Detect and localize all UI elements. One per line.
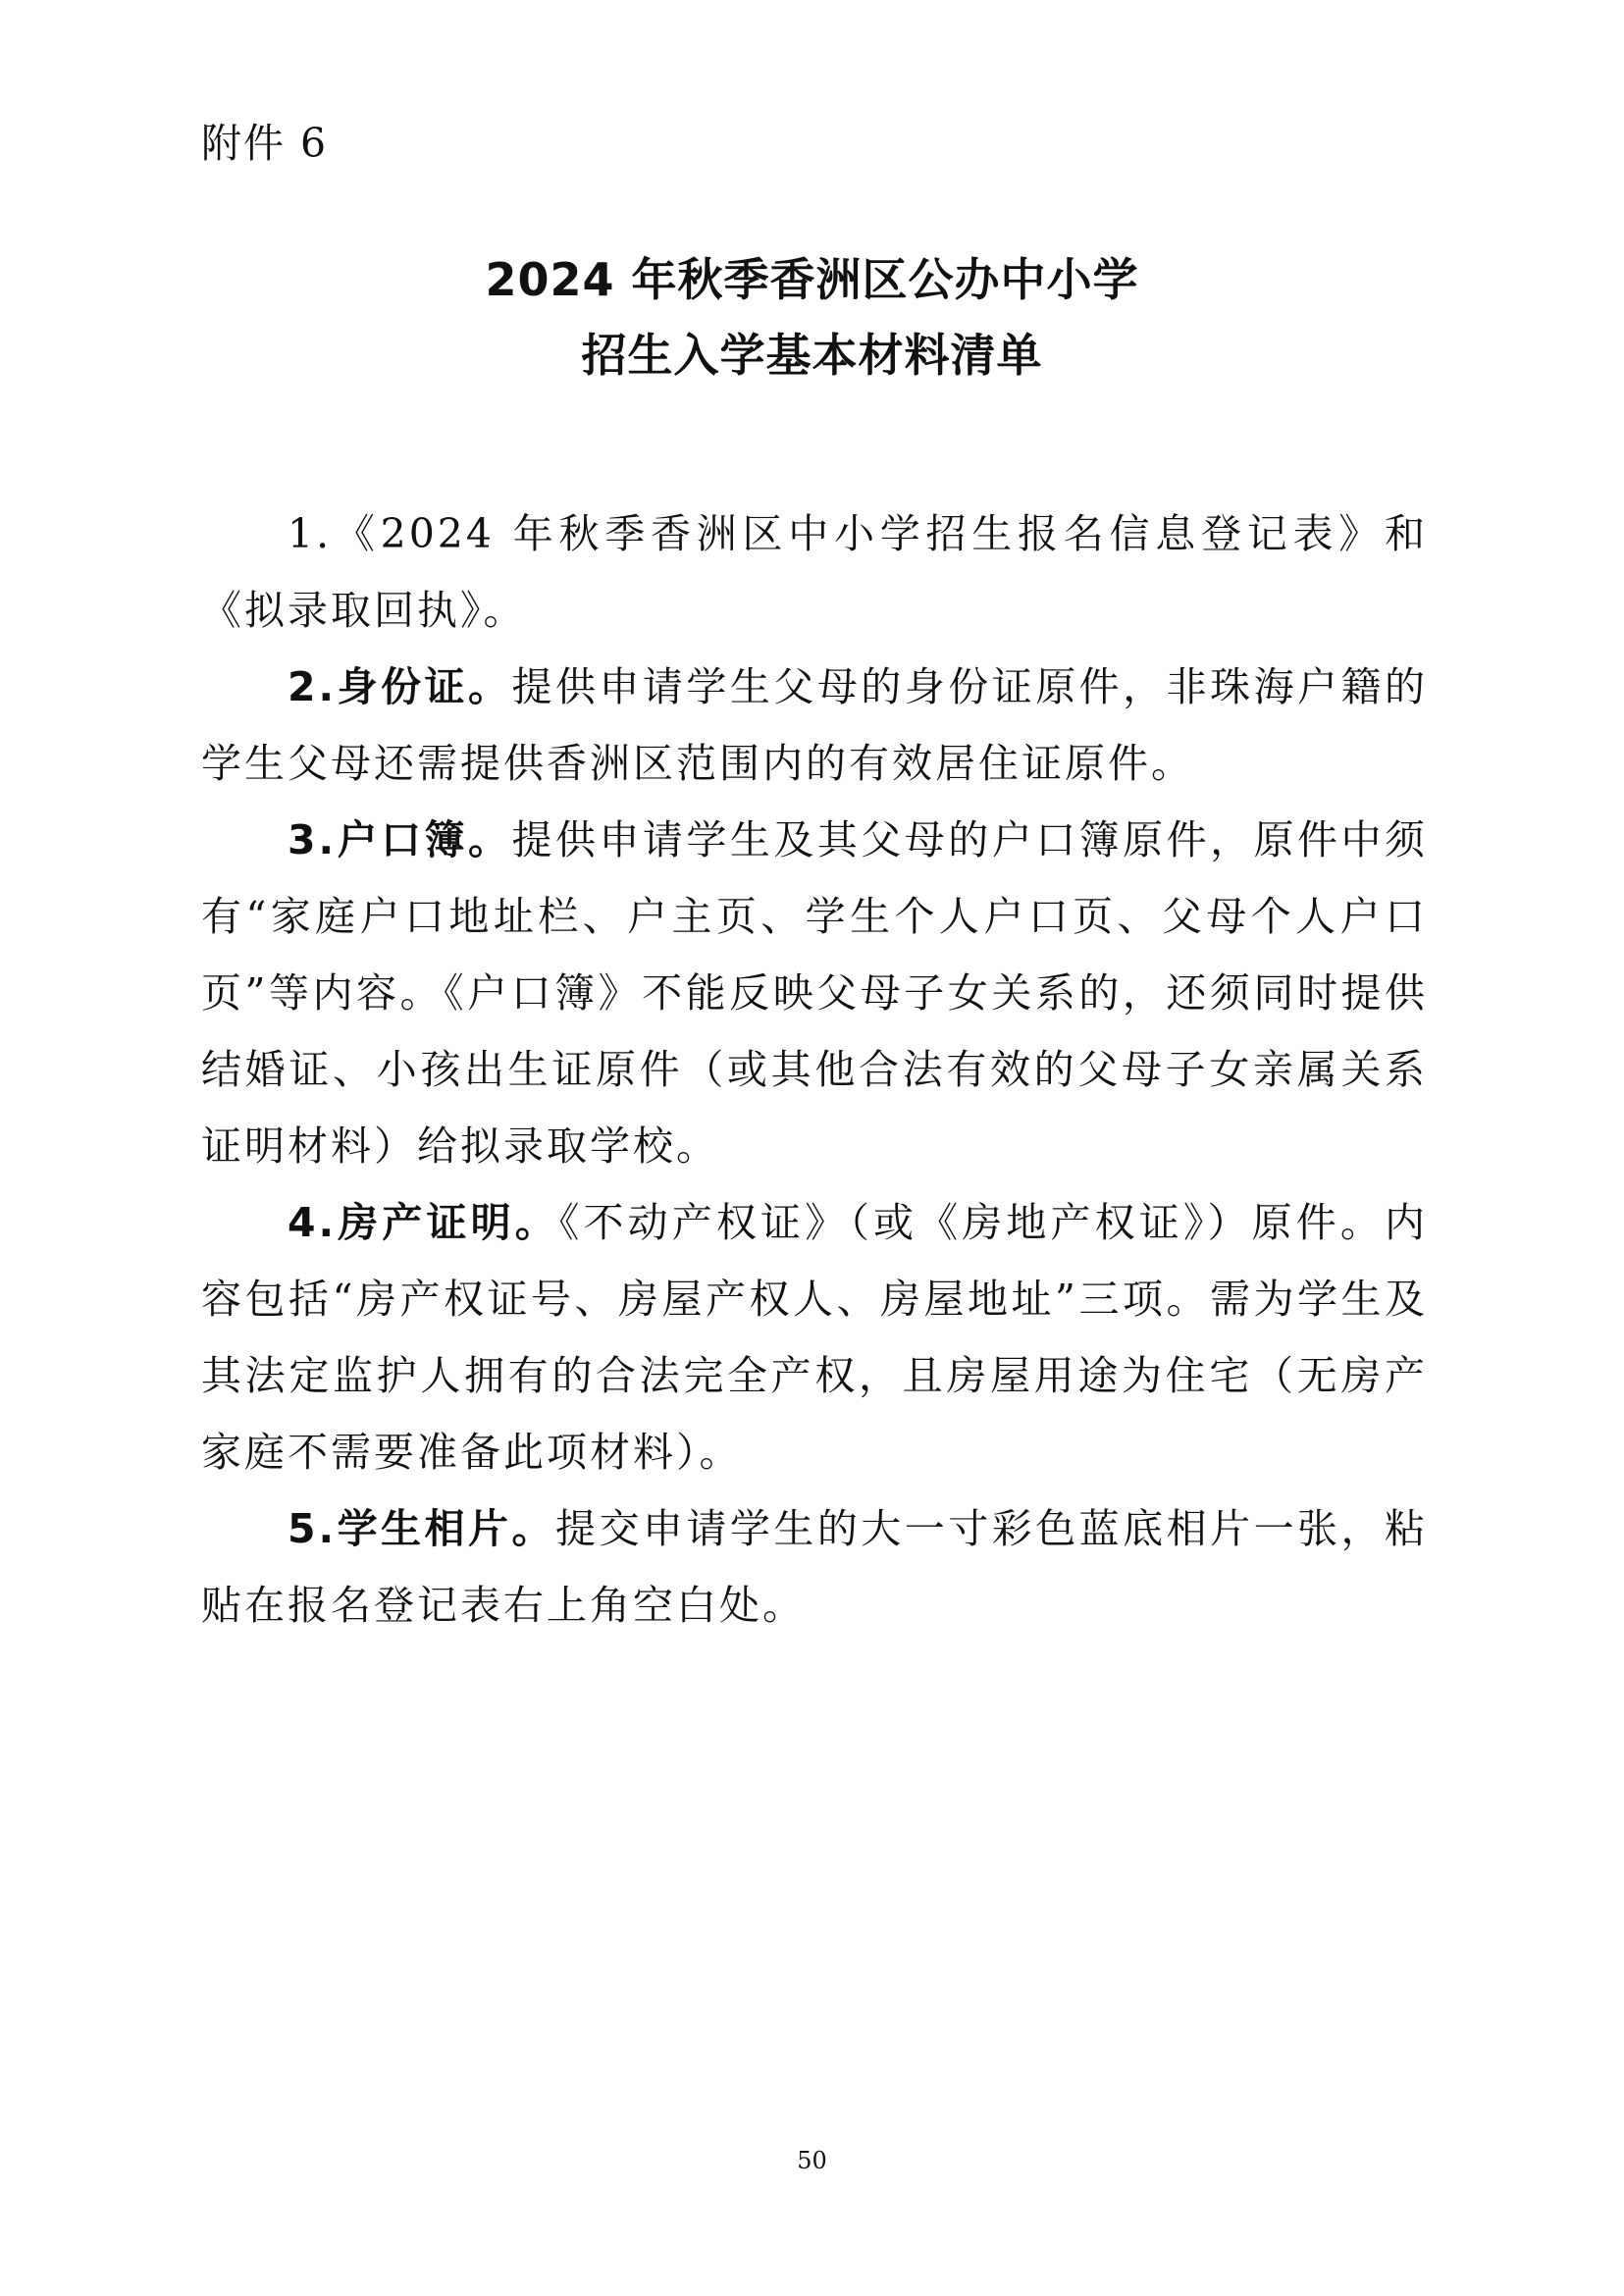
document-title-line-1: 2024 年秋季香洲区公办中小学 [485, 253, 1139, 306]
list-item [201, 1490, 1428, 1644]
document-title-line-2: 招生入学基本材料清单 [581, 329, 1043, 382]
item-number: 4. [288, 1199, 338, 1246]
materials-list [201, 496, 1428, 1644]
item-heading: 学生相片。 [337, 1505, 555, 1552]
page-number: 50 [797, 2147, 827, 2174]
list-item [201, 1184, 1428, 1490]
item-number: 5. [288, 1505, 338, 1552]
list-item [201, 802, 1428, 1184]
item-heading: 户口簿。 [337, 816, 512, 863]
list-item [201, 496, 1428, 649]
item-number: 1. [288, 510, 333, 557]
item-number: 2. [288, 663, 338, 710]
item-text: 《不动产权证》（或《房地产权证》）原件。内容包括“房产权证号、房屋产权人、房屋地址”三项。需为学生及其法定监护人拥有的合法完全产权，且房屋用途为住宅（无房产家庭不需要准备此项材料）。 [201, 1199, 1429, 1476]
item-number: 3. [288, 816, 338, 863]
item-text: 提供申请学生父母的身份证原件，非珠海户籍的学生父母还需提供香洲区范围内的有效居住证原件。 [201, 663, 1429, 787]
item-text: 《2024 年秋季香洲区中小学招生报名信息登记表》和《拟录取回执》。 [201, 510, 1428, 634]
item-text: 提交申请学生的大一寸彩色蓝底相片一张，粘贴在报名登记表右上角空白处。 [201, 1505, 1429, 1629]
item-heading: 房产证明。 [337, 1199, 559, 1246]
list-item [201, 649, 1428, 802]
item-heading: 身份证。 [337, 663, 512, 710]
attachment-label: 附件 6 [201, 120, 329, 167]
item-text: 提供申请学生及其父母的户口簿原件，原件中须有“家庭户口地址栏、户主页、学生个人户口页、父母个人户口页”等内容。《户口簿》不能反映父母子女关系的，还须同时提供结婚证、小孩出生证原件（或其他合法有效的父母子女亲属关系证明材料）给拟录取学校。 [201, 816, 1429, 1170]
